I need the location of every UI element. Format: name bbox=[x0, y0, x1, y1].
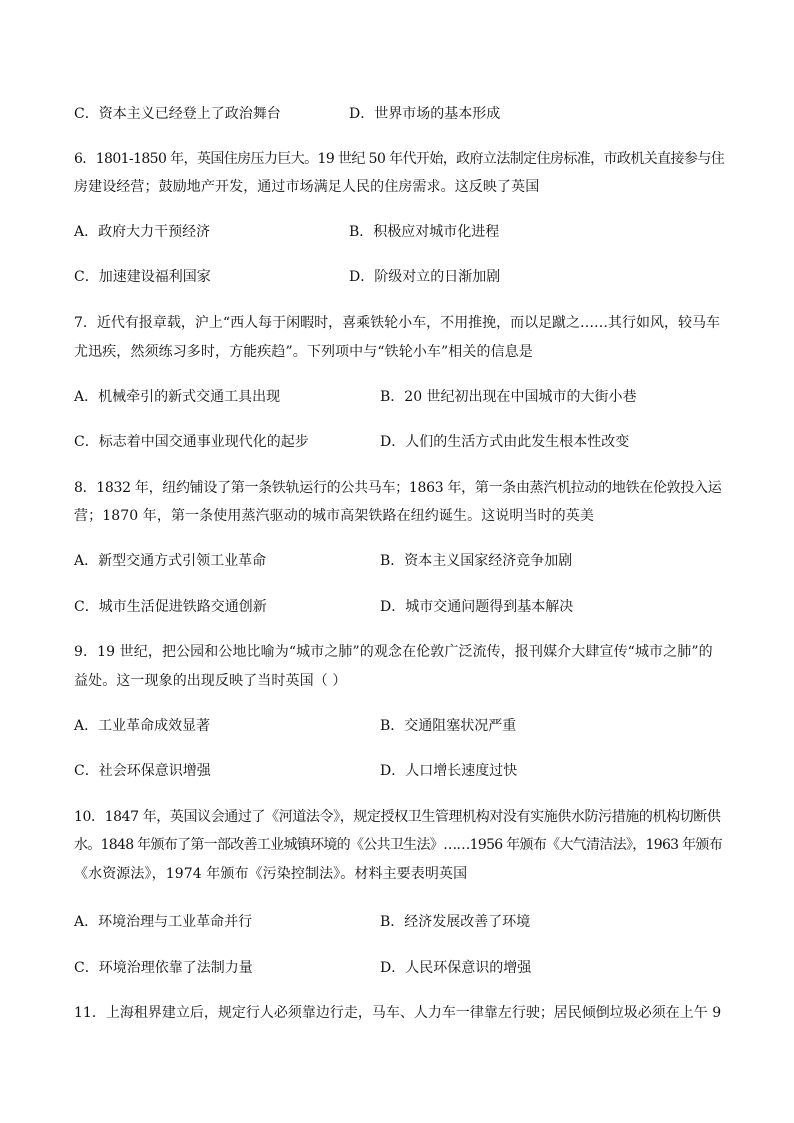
q6-stem-line2: 房建设经营；鼓励地产开发，通过市场满足人民的住房需求。这反映了英国 bbox=[74, 179, 540, 195]
q6-option-a[interactable]: A．政府大力干预经济 bbox=[74, 224, 211, 240]
q7-stem-line1: 7．近代有报章载，沪上“西人每于闲暇时，喜乘铁轮小车，不用推挽，而以足蹴之……其行如风，较马车 bbox=[74, 315, 721, 331]
q10-option-b[interactable]: B．经济发展改善了环境 bbox=[380, 914, 531, 930]
q9-stem-line1: 9．19 世纪，把公园和公地比喻为“城市之肺”的观念在伦敦广泛流传，报刊媒介大肆宣传“城市之肺”的 bbox=[74, 644, 713, 660]
q6-option-c[interactable]: C．加速建设福利国家 bbox=[74, 269, 211, 285]
q6-option-d[interactable]: D．阶级对立的日渐加剧 bbox=[349, 269, 501, 285]
q8-option-c[interactable]: C．城市生活促进铁路交通创新 bbox=[74, 599, 267, 615]
q10-option-c[interactable]: C．环境治理依靠了法制力量 bbox=[74, 960, 253, 976]
q9-option-d[interactable]: D．人口增长速度过快 bbox=[380, 763, 518, 779]
q9-option-a[interactable]: A．工业革命成效显著 bbox=[74, 718, 211, 734]
q10-stem-line3: 《水资源法》，1974 年颁布《污染控制法》。材料主要表明英国 bbox=[74, 866, 468, 882]
q8-option-b[interactable]: B．资本主义国家经济竞争加剧 bbox=[380, 553, 573, 569]
q10-stem-line1: 10．1847 年，英国议会通过了《河道法令》，规定授权卫生管理机构对没有实施供水防污措施的机构切断供 bbox=[74, 809, 721, 825]
q10-stem-line2: 水。1848 年颁布了第一部改善工业城镇环境的《公共卫生法》……1956 年颁布《大气清洁法》，1963 年颁布 bbox=[74, 837, 723, 853]
q8-option-a[interactable]: A．新型交通方式引领工业革命 bbox=[74, 553, 267, 569]
q11-stem-line1: 11．上海租界建立后，规定行人必须靠边行走，马车、人力车一律靠左行驶；居民倾倒垃圾必须在上午 9 bbox=[74, 1005, 722, 1021]
q10-option-a[interactable]: A．环境治理与工业革命并行 bbox=[74, 914, 253, 930]
q9-option-b[interactable]: B．交通阻塞状况严重 bbox=[380, 718, 517, 734]
q6-stem-line1: 6．1801-1850 年，英国住房压力巨大。19 世纪 50 年代开始，政府立法制定住房标准，市政机关直接参与住 bbox=[74, 151, 725, 167]
q10-option-d[interactable]: D．人民环保意识的增强 bbox=[380, 960, 532, 976]
q6-option-b[interactable]: B．积极应对城市化进程 bbox=[349, 224, 500, 240]
q9-stem-line2: 益处。这一现象的出现反映了当时英国（ ） bbox=[74, 673, 347, 689]
q9-option-c[interactable]: C．社会环保意识增强 bbox=[74, 763, 211, 779]
q7-option-d[interactable]: D．人们的生活方式由此发生根本性改变 bbox=[380, 434, 630, 450]
q8-option-d[interactable]: D．城市交通问题得到基本解决 bbox=[380, 599, 574, 615]
q5-option-c[interactable]: C．资本主义已经登上了政治舞台 bbox=[74, 106, 281, 122]
q5-option-d[interactable]: D．世界市场的基本形成 bbox=[349, 106, 501, 122]
q7-option-a[interactable]: A．机械牵引的新式交通工具出现 bbox=[74, 389, 281, 405]
q8-stem-line1: 8．1832 年，纽约铺设了第一条铁轨运行的公共马车；1863 年，第一条由蒸汽机拉动的地铁在伦敦投入运 bbox=[74, 480, 722, 496]
q7-stem-line2: 尤迅疾，然须练习多时，方能疾趋”。下列项中与“铁轮小车”相关的信息是 bbox=[74, 344, 533, 360]
q7-option-b[interactable]: B．20 世纪初出现在中国城市的大街小巷 bbox=[380, 389, 637, 405]
q8-stem-line2: 营；1870 年，第一条使用蒸汽驱动的城市高架铁路在纽约诞生。这说明当时的英美 bbox=[74, 508, 594, 524]
q7-option-c[interactable]: C．标志着中国交通事业现代化的起步 bbox=[74, 434, 309, 450]
